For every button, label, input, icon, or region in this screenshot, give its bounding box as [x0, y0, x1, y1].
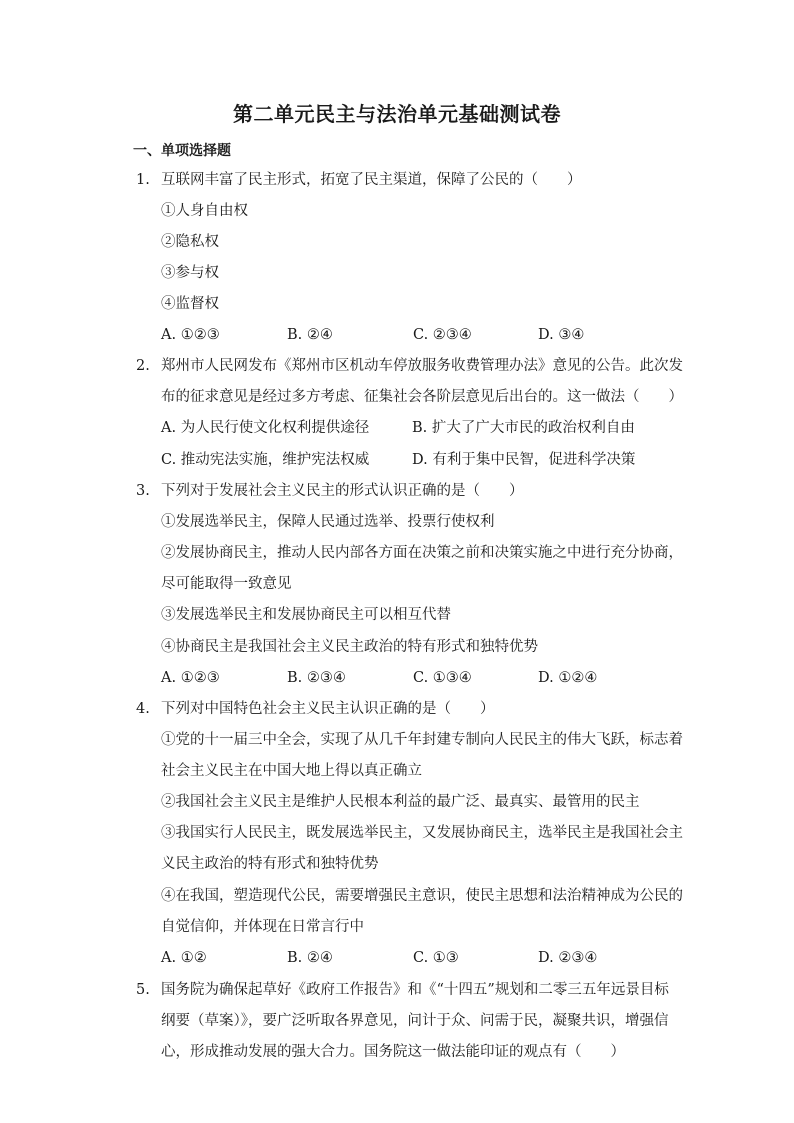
statement-item: ④监督权 — [161, 296, 219, 312]
question-stem: 互联网丰富了民主形式，拓宽了民主渠道，保障了公民的（ ） — [161, 172, 582, 188]
option-b[interactable]: B. ②③④ — [287, 670, 346, 686]
statement-item: 尽可能取得一致意见 — [161, 576, 292, 592]
statement-item: ③我国实行人民民主，既发展选举民主，又发展协商民主，选举民主是我国社会主 — [161, 825, 683, 841]
question-number: 1. — [136, 172, 150, 188]
statement-item: ①发展选举民主，保障人民通过选举、投票行使权利 — [161, 514, 495, 530]
statement-item: ③参与权 — [161, 265, 219, 281]
option-d[interactable]: D. ③④ — [538, 327, 585, 343]
answer-options — [161, 450, 681, 470]
question-stem: 布的征求意见是经过多方考虑、征集社会各阶层意见后出台的。这一做法（ ） — [161, 389, 683, 405]
option-b[interactable]: B. ②④ — [287, 950, 333, 966]
question-stem: 纲要（草案）》，要广泛听取各界意见，问计于众、问需于民，凝聚共识，增强信 — [161, 1013, 669, 1029]
option-a[interactable]: A. ①②③ — [161, 327, 220, 343]
question-number: 2. — [136, 358, 150, 374]
answer-options — [161, 668, 681, 688]
question-number: 3. — [136, 483, 150, 499]
answer-options — [161, 418, 681, 438]
question-number: 4. — [136, 701, 150, 717]
option-c[interactable]: C. ①③ — [413, 950, 459, 966]
answer-options — [161, 325, 681, 345]
statement-item: ②隐私权 — [161, 234, 219, 250]
option-d[interactable]: D. ①②④ — [538, 670, 598, 686]
question-stem: 心，形成推动发展的强大合力。国务院这一做法能印证的观点有（ ） — [161, 1044, 625, 1060]
option-a[interactable]: A. 为人民行使文化权利提供途径 — [161, 420, 370, 436]
statement-item: ③发展选举民主和发展协商民主可以相互代替 — [161, 607, 451, 623]
question-stem: 下列对于发展社会主义民主的形式认识正确的是（ ） — [161, 483, 524, 499]
option-a[interactable]: A. ①②③ — [161, 670, 220, 686]
statement-item: ①党的十一届三中全会，实现了从几千年封建专制向人民民主的伟大飞跃，标志着 — [161, 732, 683, 748]
statement-item: ②我国社会主义民主是维护人民根本利益的最广泛、最真实、最管用的民主 — [161, 794, 640, 810]
statement-item: 社会主义民主在中国大地上得以真正确立 — [161, 763, 422, 779]
option-c[interactable]: C. ①③④ — [413, 670, 472, 686]
statement-item: ④在我国，塑造现代公民，需要增强民主意识，使民主思想和法治精神成为公民的 — [161, 888, 683, 904]
statement-item: 自觉信仰，并体现在日常言行中 — [161, 919, 364, 935]
statement-item: ②发展协商民主，推动人民内部各方面在决策之前和决策实施之中进行充分协商， — [161, 545, 683, 561]
option-a[interactable]: A. ①② — [161, 950, 207, 966]
statement-item: ④协商民主是我国社会主义民主政治的特有形式和独特优势 — [161, 639, 538, 655]
option-b[interactable]: B. 扩大了广大市民的政治权利自由 — [412, 420, 635, 436]
page-title: 第二单元民主与法治单元基础测试卷 — [233, 102, 561, 126]
question-stem: 国务院为确保起草好《政府工作报告》和《“十四五”规划和二零三五年远景目标 — [161, 982, 669, 998]
question-number: 5. — [136, 982, 150, 998]
statement-item: 义民主政治的特有形式和独特优势 — [161, 856, 379, 872]
option-d[interactable]: D. ②③④ — [538, 950, 598, 966]
option-c[interactable]: C. 推动宪法实施，维护宪法权威 — [161, 452, 370, 468]
section-heading: 一、单项选择题 — [133, 143, 231, 159]
question-stem: 下列对中国特色社会主义民主认识正确的是（ ） — [161, 701, 495, 717]
option-c[interactable]: C. ②③④ — [413, 327, 472, 343]
answer-options — [161, 948, 681, 968]
statement-item: ①人身自由权 — [161, 203, 248, 219]
option-d[interactable]: D. 有利于集中民智，促进科学决策 — [412, 452, 636, 468]
option-b[interactable]: B. ②④ — [287, 327, 333, 343]
question-stem: 郑州市人民网发布《郑州市区机动车停放服务收费管理办法》意见的公告。此次发 — [161, 358, 683, 374]
